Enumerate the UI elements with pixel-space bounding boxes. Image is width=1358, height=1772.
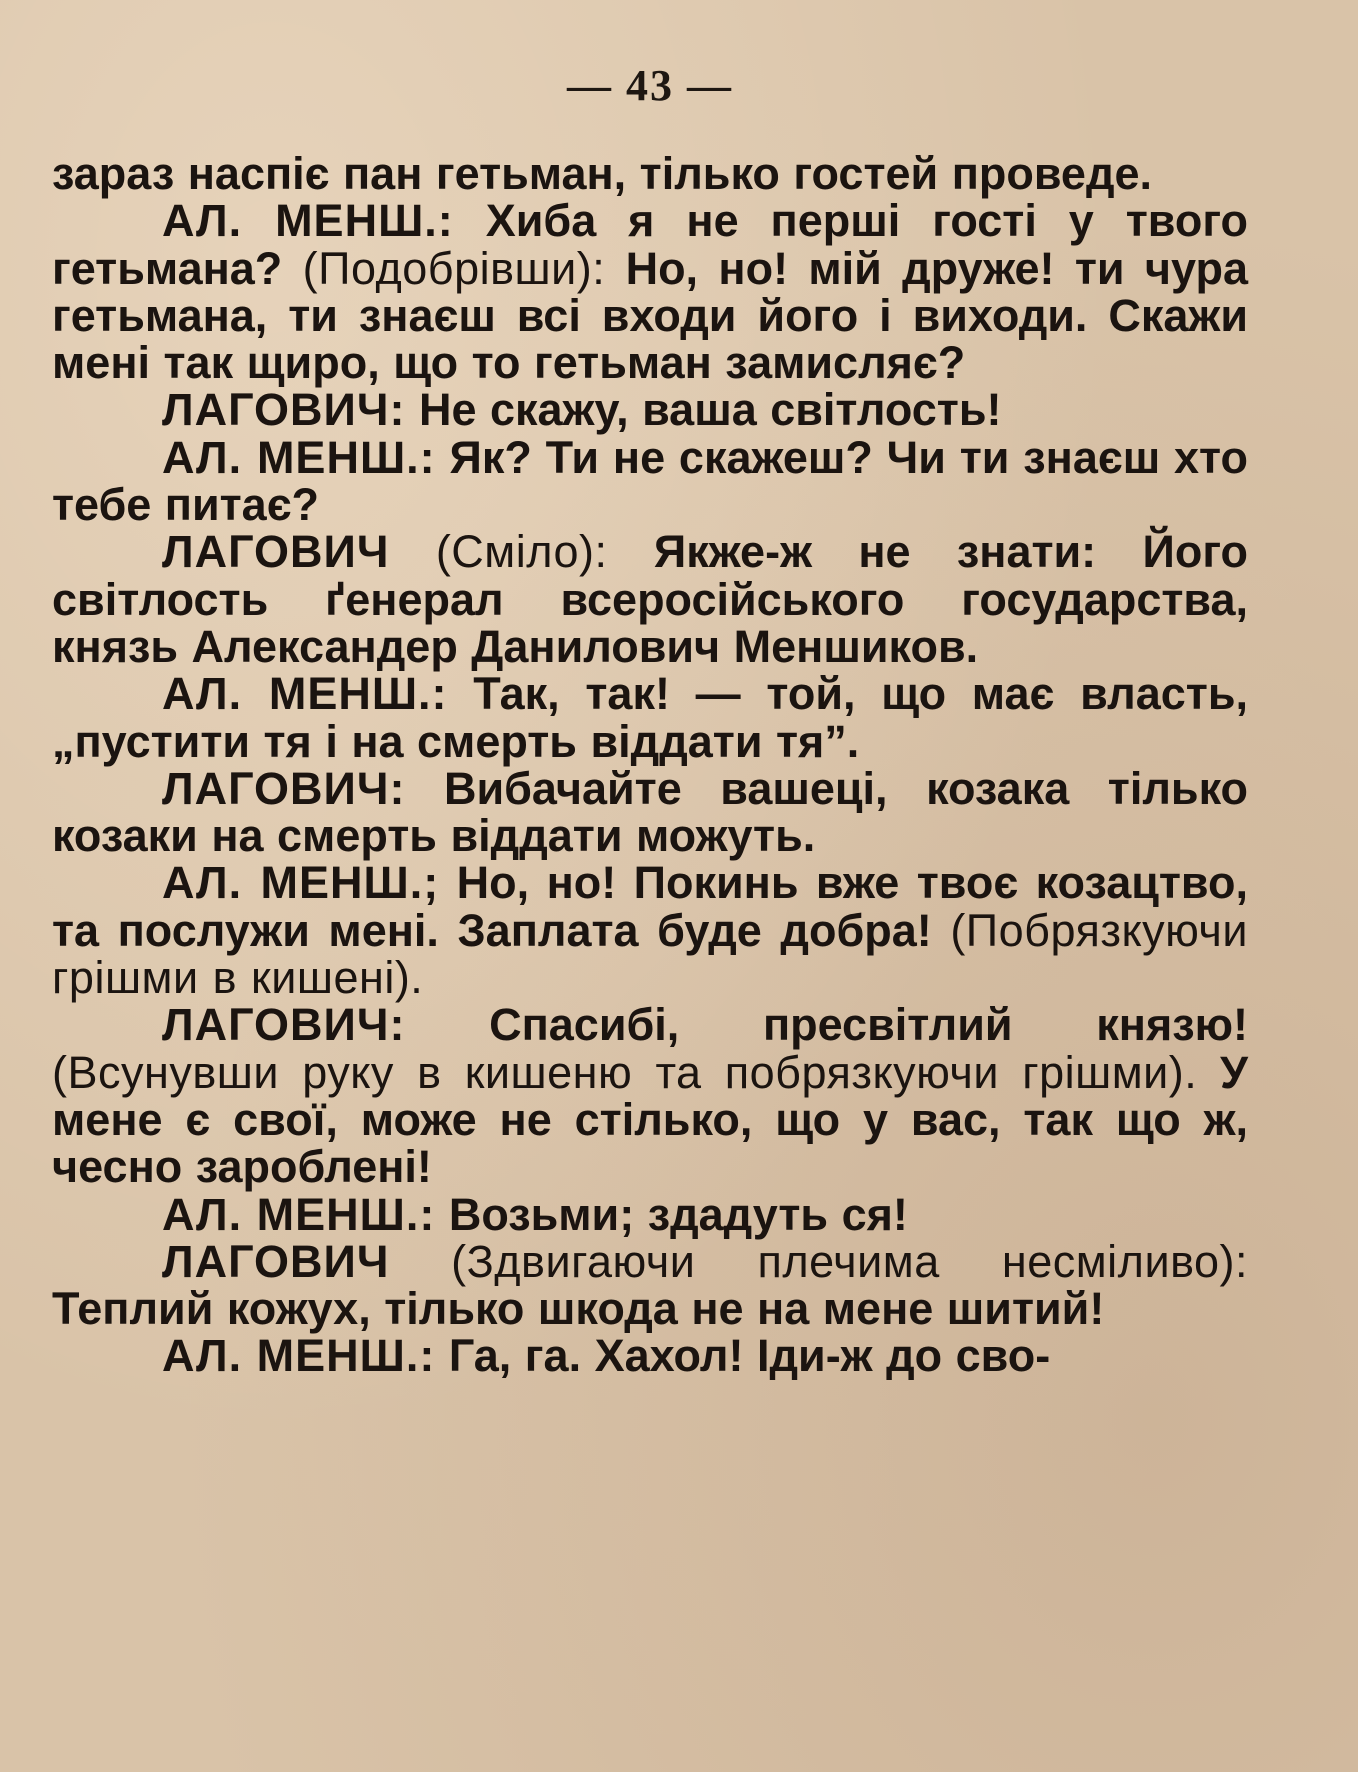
paragraph — [52, 195, 1248, 389]
play-text — [52, 150, 1248, 1380]
dialogue-text: У мене є свої, може не стілько, що у вас, так що ж, чесно зароблені! — [52, 1046, 1248, 1193]
paragraph — [52, 384, 1248, 436]
speaker-name: ЛАГОВИЧ: — [162, 762, 406, 814]
paragraph — [52, 1235, 1248, 1335]
paragraph — [52, 1188, 1248, 1240]
dialogue-text: Якже-ж не знати: Його світлость ґенерал всеросійського государства, князь Александер Данилович Меншиков. — [52, 526, 1248, 672]
dialogue-text: Но, но! мій друже! ти чура гетьмана, ти знаєш всі входи його і виходи. Скажи мені так щиро, що то гетьман замисляє? — [52, 242, 1248, 389]
speaker-name: АЛ. МЕНШ.: — [162, 195, 454, 247]
speaker-name: ЛАГОВИЧ: — [162, 384, 406, 436]
stage-direction: (Подобрівши): — [302, 242, 606, 294]
paragraph — [52, 670, 1248, 765]
dialogue-text: Спасибі, пресвітлий князю! — [405, 999, 1248, 1051]
speaker-name: ЛАГОВИЧ — [162, 526, 390, 578]
page-number: — 43 — — [567, 61, 733, 110]
dialogue-text: Так, так! — той, що має власть, „пустити тя і на смерть віддати тя”. — [52, 668, 1248, 767]
dialogue-text: Га, га. Хахол! Іди-ж до сво- — [435, 1330, 1051, 1382]
dialogue-text — [389, 1236, 451, 1287]
stage-direction: (Побрязкуючи грішми в кишені). — [52, 904, 1248, 1004]
stage-direction: (Сміло): — [435, 526, 608, 578]
speaker-name: АЛ. МЕНШ.: — [162, 1188, 436, 1240]
speaker-name: АЛ. МЕНШ.: — [162, 1330, 436, 1382]
speaker-name: АЛ. МЕНШ.: — [162, 431, 436, 483]
dialogue-text — [389, 526, 435, 577]
speaker-name: ЛАГОВИЧ — [162, 1235, 390, 1287]
dialogue-text: Не скажу, ваша світлость! — [405, 384, 1002, 436]
paragraph — [52, 528, 1248, 670]
paragraph — [52, 150, 1248, 197]
paragraph — [52, 762, 1248, 862]
speaker-name: АЛ. МЕНШ.: — [162, 668, 448, 720]
paragraph — [52, 1330, 1248, 1382]
stage-direction: (Здвигаючи плечима несміливо): — [451, 1235, 1248, 1287]
dialogue-text: Як? Ти не скажеш? Чи ти знаєш хто тебе питає? — [52, 431, 1248, 531]
paragraph — [52, 431, 1248, 531]
dialogue-text: Но, но! Покинь вже твоє козацтво, та послужи мені. Заплата буде добра! — [52, 857, 1248, 956]
paragraph — [52, 857, 1248, 1004]
speaker-name: ЛАГОВИЧ: — [162, 999, 406, 1051]
dialogue-text: Вибачайте вашеці, козака тілько козаки на смерть віддати можуть. — [52, 762, 1248, 862]
dialogue-text: зараз наспіє пан гетьман, тілько гостей проведе. — [52, 148, 1153, 199]
dialogue-text: Теплий кожух, тілько шкода не на мене шитий! — [52, 1283, 1105, 1335]
paragraph — [52, 999, 1248, 1193]
book-page — [52, 52, 1248, 1732]
dialogue-text: Возьми; здадуть ся! — [435, 1188, 908, 1240]
stage-direction: (Всунувши руку в кишеню та побрязкуючи грішми). — [52, 1046, 1198, 1098]
speaker-name: АЛ. МЕНШ.; — [162, 857, 440, 909]
dialogue-text: Хиба я не перші гості у твого гетьмана? — [52, 195, 1248, 294]
